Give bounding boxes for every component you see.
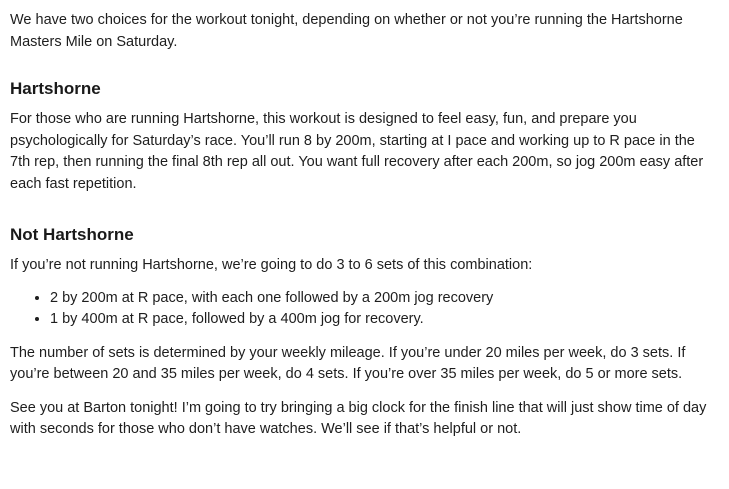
sets-paragraph: The number of sets is determined by your weekly mileage. If you’re under 20 miles per week, do 3 sets. If you’re between 20 and 35 miles per week, do 4 sets. If you’re over 35 miles per week, do 5 or more sets. [10,344,686,382]
not-hartshorne-lead: If you’re not running Hartshorne, we’re going to do 3 to 6 sets of this combination: [10,257,533,273]
closing-paragraph: See you at Barton tonight! I’m going to try bringing a big clock for the finish line that will just show time of day with seconds for those who don’t have watches. We’ll see if that’s helpful or not. [10,399,707,437]
section-heading-hartshorne: Hartshorne [10,79,101,98]
section-heading-not-hartshorne: Not Hartshorne [10,225,134,244]
workout-list [10,288,719,331]
intro-paragraph: We have two choices for the workout tonight, depending on whether or not you’re running the Hartshorne Masters Mile on Saturday. [10,12,683,50]
list-item: • 2 by 200m at R pace, with each one followed by a 200m jog recovery [50,288,719,310]
hartshorne-paragraph: For those who are running Hartshorne, this workout is designed to feel easy, fun, and prepare you psychologically for Saturday’s race. You’ll run 8 by 200m, starting at I pace and working up to R pace in the 7th rep, then running the final 8th rep all out. You want full recovery after each 200m, so jog 200m easy after each fast repetition. [10,111,704,192]
list-item: • 1 by 400m at R pace, followed by a 400m jog for recovery. [50,309,719,331]
